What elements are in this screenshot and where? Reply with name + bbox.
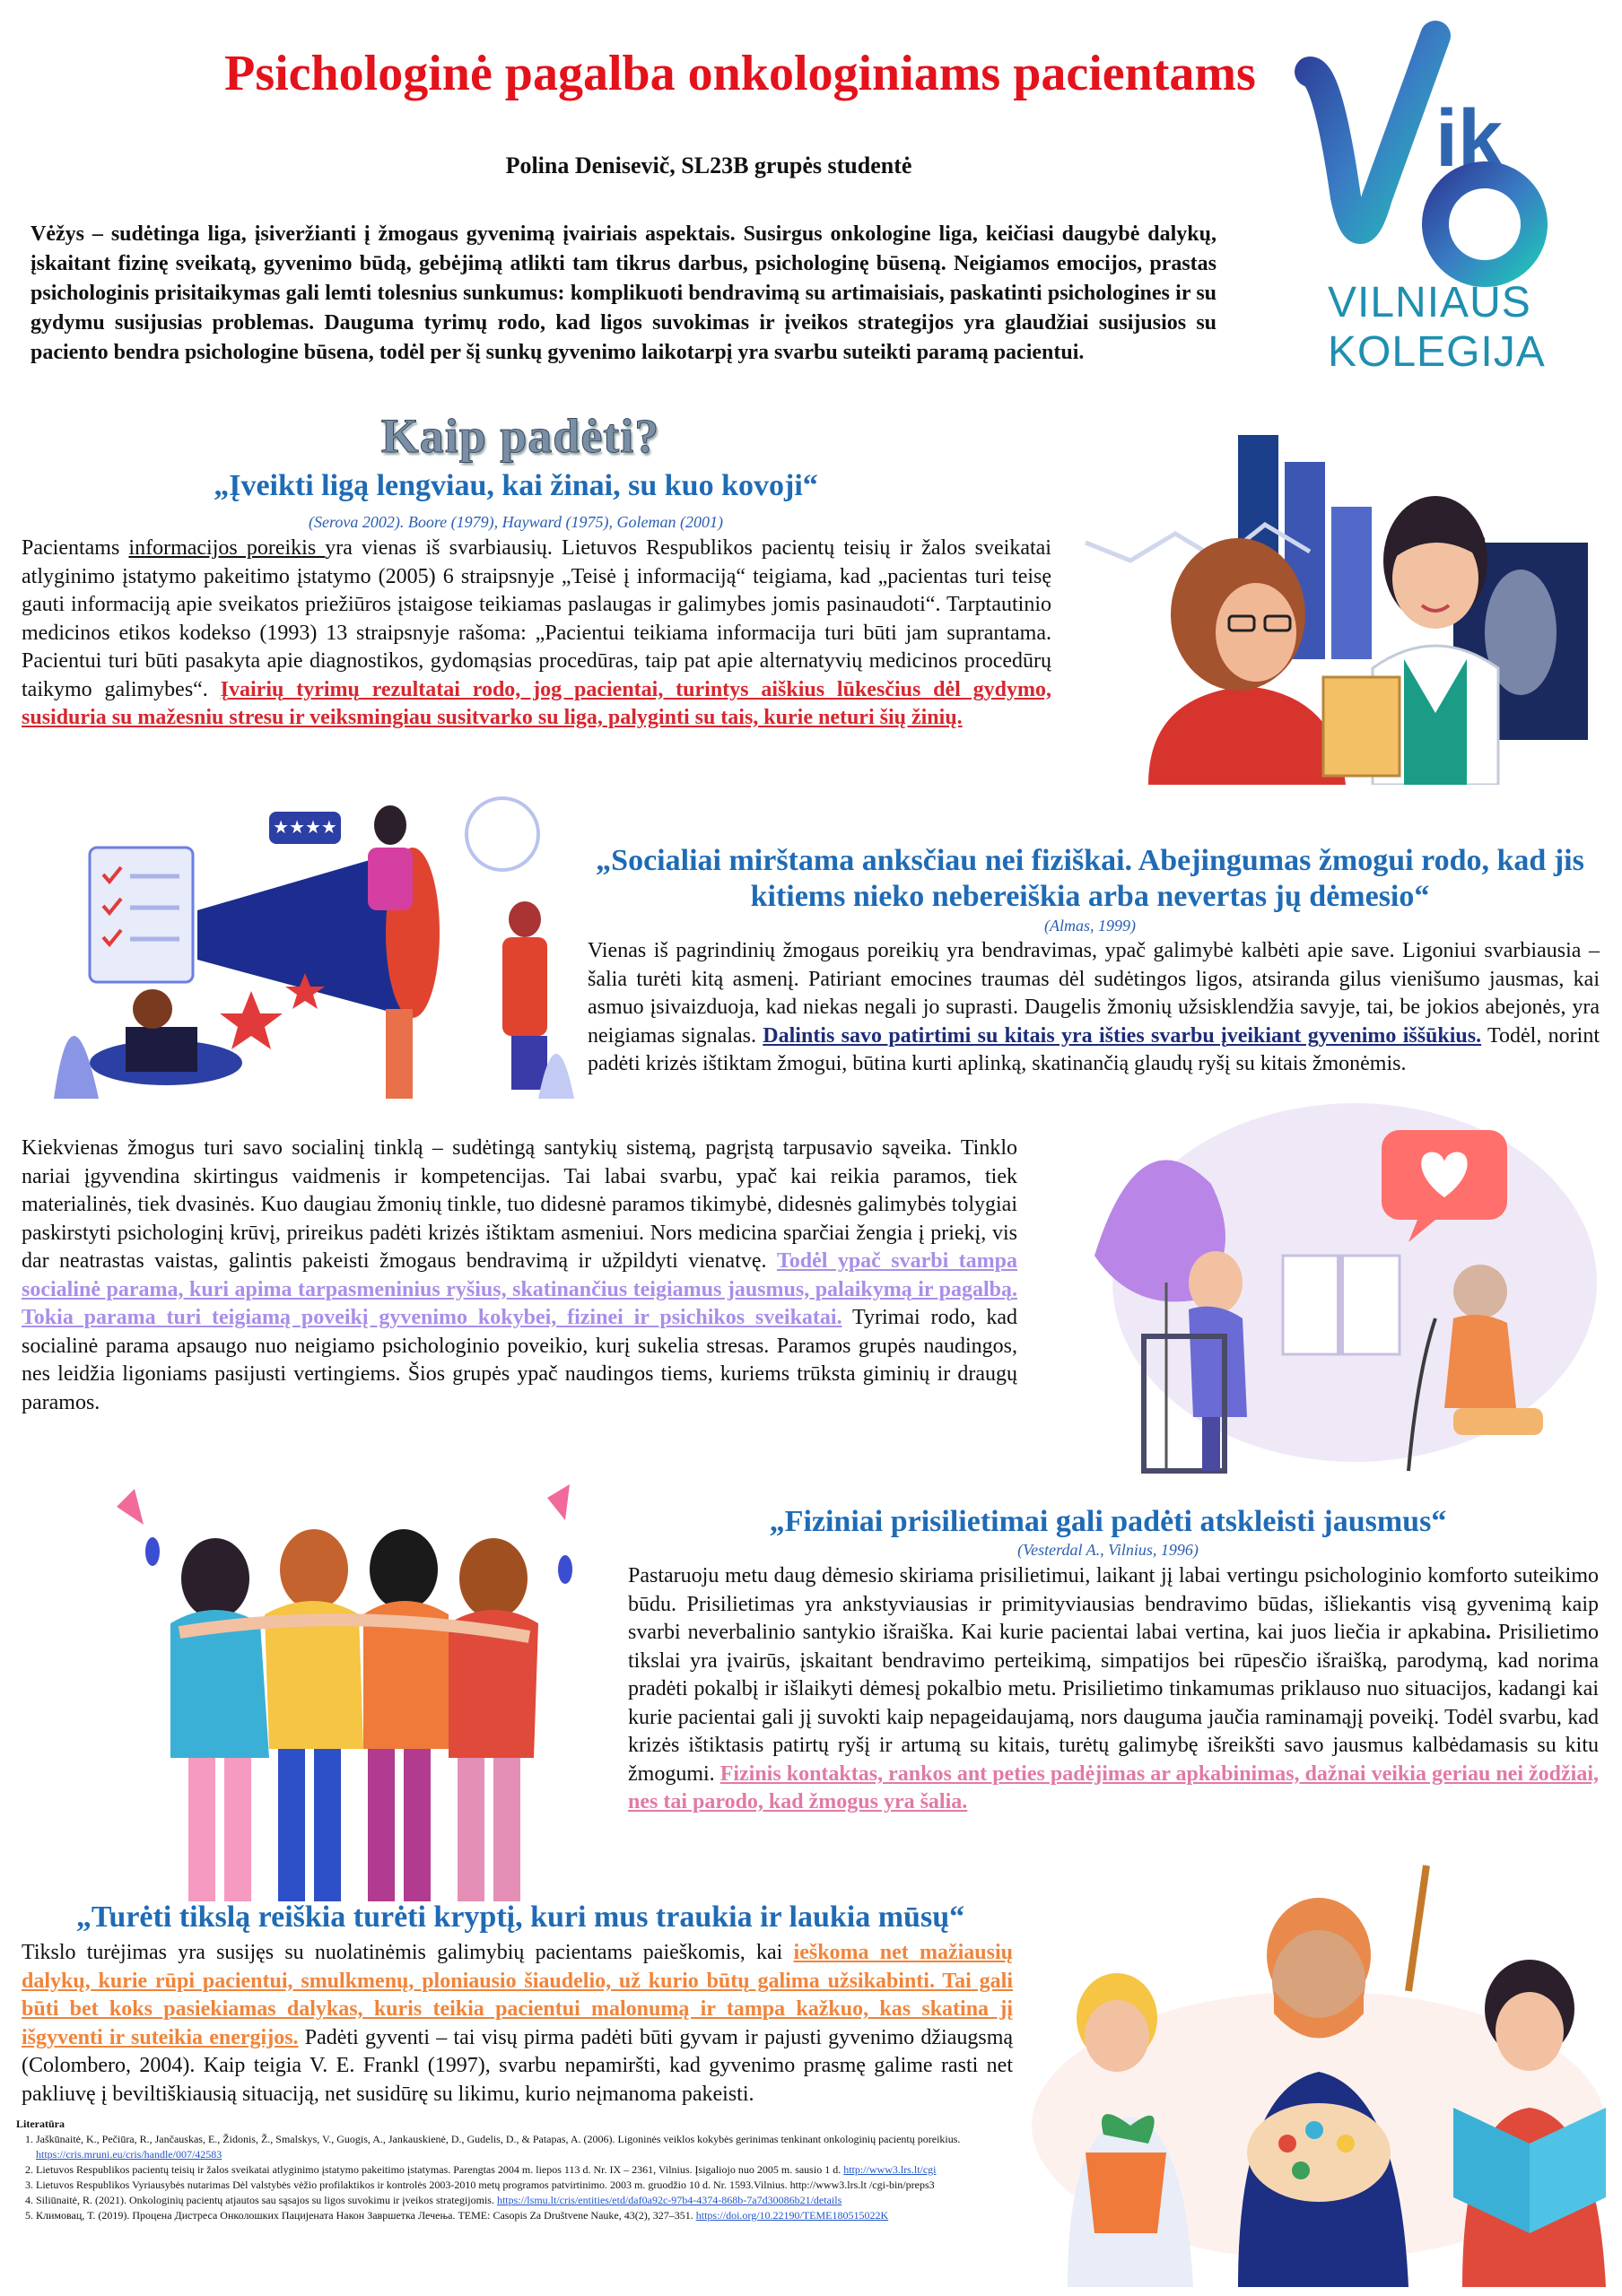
author-line: Polina Denisevič, SL23B grupės studentė <box>505 152 912 178</box>
doctor-patient-illustration <box>1077 426 1606 785</box>
viko-v-icon <box>1292 18 1597 287</box>
s3-p2: Prisilietimo tikslai yra įvairūs, įskaitant bendravimo perteikimą, simpatijos bei rūpesčio išraišką, parodymą, kad norima pradėti pokalbį ir išlaikyti dėmesį pokalbio metu. Prisilietimo tinkamumas priklauso nuo situacijos, kadangi kai kurie pacientai gali jį suvokti kaip nepageidaujamą, nors dauguma jaučia raminamąjį poveikį. Todėl svarbu, kad krizės ištiktasis patirtų ryšį ir artumą su kitais, turėtų galimybę išreikšti savo jausmus kalbėdamasis su kitu žmogumi. <box>628 1621 1599 1786</box>
s4-p2: Padėti gyventi – tai visų pirma padėti būti gyvam ir pajusti gyvenimo džiaugsmą (Colombero, 2004). Kaip teigia V. E. Frankl (1997), svarbu nepamiršti, kad gyvenimo prasmę galime rasti net pakliuvę į beviltiškiausią situaciją, net susidūrę su likimu, kurio neįmanoma pakeisti. <box>22 2025 1014 2106</box>
reference-text: Климовац, Т. (2019). Процена Дистреса Онколошких Пацијената Након Завршетка Лечења. TEME: Casopis Za Društvene Nauke, 43(2), 327–351. <box>36 2209 696 2222</box>
s4-highlight: ieškoma net mažiausių dalykų, kurie rūpi pacientui, smulkmenų, ploniausio šiaudelio, už kurio būtų galima užsikabinti. Tai gali būti bet koks pasiekiamas dalykas, kuris teikia pacientui malonumą ir tampa kažkuo, kas skatina jį išgyventi ir suteikia energijos. <box>22 1941 1013 2049</box>
svg-text:★★★★: ★★★★ <box>273 816 337 838</box>
svg-text:ik: ik <box>1435 94 1504 184</box>
reference-text: Siliūnaitė, R. (2021). Onkologinių pacientų atjautos sau sąsajos su ligos suvokimu ir įveikos strategijomis. <box>36 2194 497 2206</box>
s3-heading: „Fiziniai prisilietimai gali padėti atskleisti jausmus“ <box>769 1505 1447 1538</box>
references-title: Literatūra <box>16 2118 65 2130</box>
s2-source: (Almas, 1999) <box>1044 917 1136 935</box>
s1-source: (Serova 2002). Boore (1979), Hayward (1975), Goleman (2001) <box>309 513 723 531</box>
intro-paragraph: Vėžys – sudėtinga liga, įsiveržianti į žmogaus gyvenimą įvairiais aspektais. Susirgus onkologine liga, keičiasi daugybė dalykų, įskaitant fizinę sveikatą, gyvenimo būdą, gebėjimą atlikti tam tikrus darbus, psichologinę būseną. Neigiamos emocijos, prastas psichologinis prisitaikymas gali lemti tolesnius sunkumus: komplikuoti bendravimą su artimaisiais, paskatinti psichologines ir su gydymu susijusias problemas. Dauguma tyrimų rodo, kad ligos suvokimas ir įveikos strategijos yra glaudžiai susijusios su paciento bendra psichologine būsena, todėl per šį sunkų gyvenimo laikotarpį yra svarbu suteikti paramą pacientui. <box>31 222 1216 364</box>
reference-item <box>36 2132 1039 2162</box>
s3-text <box>628 1562 1599 1817</box>
s2-heading: „Socialiai mirštama anksčiau nei fiziškai. Abejingumas žmogui rodo, kad jis kitiems nieko nebereiškia arba nevertas jų dėmesio“ <box>596 844 1584 913</box>
reference-link[interactable]: http://www3.lrs.lt/cgi <box>843 2163 937 2176</box>
section-kaip-padeti: Kaip padėti? <box>380 409 660 463</box>
reference-item <box>36 2178 1039 2193</box>
elderly-care-illustration <box>1059 1076 1597 1480</box>
vilniaus-kolegija-logo <box>1292 18 1597 377</box>
s1-p1: Pacientams <box>22 536 129 560</box>
s3-p1: Pastaruoju metu daug dėmesio skiriama prisilietimui, laikant jį labai vertingu psichologinio komforto suteikimo būdu. Prisilietimas yra ankstyviausias ir primityviausias bendravimo būdas, išliekantis visą gyvenimą kaip svarbi neverbalinio santykio išraiška. Kai kurie pacientai labai vertina, kai juos liečia ir apkabina <box>628 1564 1599 1644</box>
s2-p1: Vienas iš pagrindinių žmogaus poreikių yra bendravimas, ypač galimybė kalbėti apie save. Ligoniui svarbiausia – šalia turėti kitą asmenį. Patiriant emocines traumas dėl sudėtingos ligos, atsiranda gilus vienišumo jausmas, kai asmuo įsivaizduoja, kad niekas negali jo suprasti. Daugelis žmonių užsisklendžia savyje, tai, be jokios abejonės, yra neigiamas signalas. <box>588 939 1600 1048</box>
reference-item <box>36 2208 1039 2223</box>
logo-line-2: KOLEGIJA <box>1328 328 1546 376</box>
reference-item <box>36 2193 1039 2208</box>
references-list <box>16 2132 1039 2223</box>
poster-title: Psichologinė pagalba onkologiniams pacientams <box>224 46 1256 101</box>
references <box>16 2117 1039 2223</box>
s1-info-need: informacijos poreikis <box>128 536 326 560</box>
s4-text <box>22 1939 1013 2109</box>
reference-text: Lietuvos Respublikos Vyriausybės nutarimas Dėl valstybės vėžio profilaktikos ir kontrolės 2003-2010 metų programos patvirtinimo. 2003 m. gruodžio 10 d. Nr. 1593.Vilnius. http://www3.lrs.lt /cgi-bin/preps3 <box>36 2179 935 2191</box>
megaphone-community-illustration <box>36 794 592 1117</box>
s2-highlight-2: Todėl ypač svarbi tampa socialinė parama, kuri apima tarpasmeninius ryšius, skatinančius teigiamus jausmus, palaikymą ir pagalbą. Tokia parama turi teigiamą poveikį gyvenimo kokybei, fizinei ir psichikos sveikatai. <box>22 1249 1017 1329</box>
s2-highlight: Dalintis savo patirtimi su kitais yra išties svarbu įveikiant gyvenimo iššūkius. <box>763 1023 1482 1048</box>
reference-text: Lietuvos Respublikos pacientų teisių ir žalos sveikatai atlyginimo įstatymo pakeitimo įstatymas. Parengtas 2004 m. liepos 113 d. Nr. IX – 2361, Vilnius. Įsigaliojo nuo 2005 m. sausio 1 d. <box>36 2163 844 2176</box>
s1-heading: „Įveikti ligą lengviau, kai žinai, su kuo kovoji“ <box>214 469 818 502</box>
hobbies-illustration <box>1032 1857 1606 2287</box>
s1-p2: yra vienas iš svarbiausių. Lietuvos Respublikos pacientų teisių ir žalos sveikatai atlyginimo įstatymo pakeitimo įstatymo (2005) 6 straipsnyje „Teisė į informaciją“ teigiama, kad „pacientas turi teisę gauti informaciją apie sveikatos priežiūros įstaigose teikiamas paslaugas ir galimybes jomis pasinaudoti“. Tarptautinio medicinos etikos kodekso (1993) 13 straipsnyje rašoma: „Pacientui teikiama informacija turi būti jam suprantama. Pacientui turi būti pasakyta apie diagnostikos, gydomąsias procedūras, taip pat apie alternatyvių medicinos procedūrų taikymo galimybes“. <box>22 536 1051 701</box>
s3-dot: . <box>1485 1621 1491 1644</box>
s2-text-1 <box>588 937 1600 1079</box>
logo-line-1: VILNIAUS <box>1328 279 1531 326</box>
s2-p4: Tyrimai rodo, kad socialinė parama apsaugo nuo neigiamo psichologinio poveikio, kurį sukelia stresas. Paramos grupės naudingos, nes leidžia ligoniams pasijusti vertingiems. Šios grupės ypač naudingos tiems, kuriems trūksta giminių ir draugų paramos. <box>22 1306 1017 1414</box>
s4-p1: Tikslo turėjimas yra susijęs su nuolatinėmis galimybių pacientams paieškomis, kai <box>22 1941 794 1964</box>
friends-hugging-illustration <box>81 1471 619 1910</box>
reference-link[interactable]: https://doi.org/10.22190/TEME180515022K <box>695 2209 889 2222</box>
reference-link[interactable]: https://cris.mruni.eu/cris/handle/007/42583 <box>36 2148 222 2161</box>
reference-link[interactable]: https://lsmu.lt/cris/entities/etd/daf0a92c-97b4-4374-868b-7a7d30086b21/details <box>496 2194 842 2206</box>
reference-text: Jaškūnaitė, K., Pečiūra, R., Jančauskas, E., Židonis, Ž., Smalskys, V., Guogis, A., Jankauskienė, D., Gudelis, D., & Patapas, A. (2006). Ligoninės veiklos kokybės gerinimas tenkinant onkologinių pacientų poreikius. <box>36 2133 961 2145</box>
s2-p3: Kiekvienas žmogus turi savo socialinį tinklą – sudėtingą santykių sistemą, pagrįstą tarpusavio sąveika. Tinklo nariai įgyvendina skirtingus vaidmenis ir kompetencijas. Tai labai svarbu, ypač kai reikia paramos, tiek materialinės, tiek dvasinės. Kuo daugiau žmonių tinkle, tuo didesnė paramos tikimybė, didesnės galimybės tolygiai paskirstyti psichologinį krūvį, prireikus padėti krizės ištiktam asmeniui. Nors medicina sparčiai žengia į priekį, vis dar neatrastas vaistas, galintis pakeisti žmogaus bendravimą ir užpildyti vienatvę. <box>22 1136 1017 1273</box>
reference-item <box>36 2162 1039 2178</box>
s1-text <box>22 535 1051 733</box>
s2-p2: Todėl, norint padėti krizės ištiktam žmogui, būtina kurti aplinką, skatinančią glaudų ryšį su kitais žmonėmis. <box>588 1023 1600 1075</box>
s3-source: (Vesterdal A., Vilnius, 1996) <box>1017 1541 1199 1559</box>
s1-highlight: Įvairių tyrimų rezultatai rodo, jog pacientai, turintys aiškius lūkesčius dėl gydymo, susiduria su mažesniu stresu ir veiksmingiau susitvarko su liga, palyginti su tais, kurie neturi šių žinių. <box>22 677 1052 729</box>
s4-heading: „Turėti tikslą reiškia turėti kryptį, kuri mus traukia ir laukia mūsų“ <box>75 1900 965 1934</box>
s2-text-2 <box>22 1135 1017 1417</box>
s3-highlight: Fizinis kontaktas, rankos ant peties padėjimas ar apkabinimas, dažnai veikia geriau nei žodžiai, nes tai parodo, kad žmogus yra šalia. <box>628 1761 1600 1813</box>
